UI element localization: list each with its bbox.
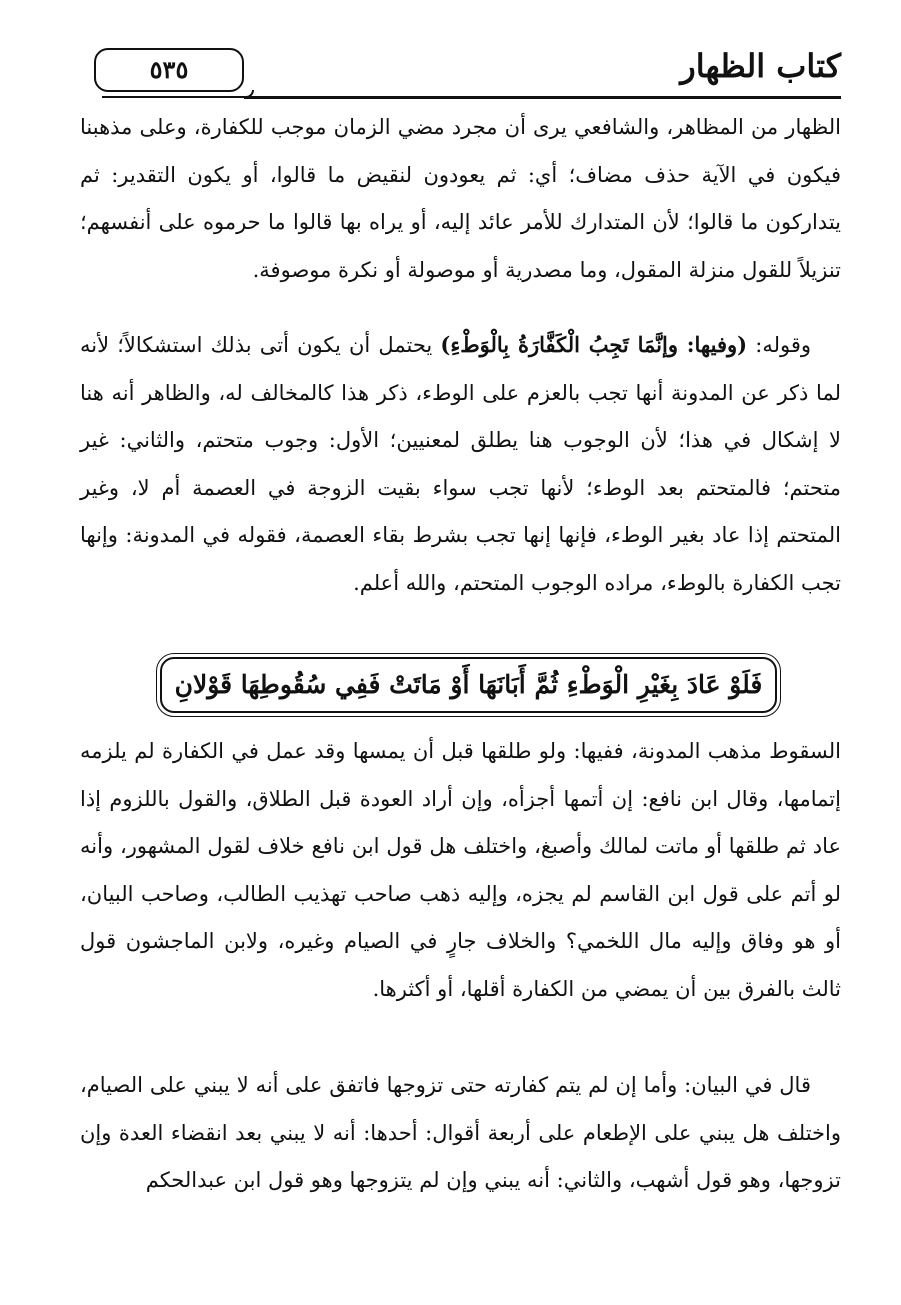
paragraph-2 [80, 321, 841, 607]
paragraph-3: السقوط مذهب المدونة، ففيها: ولو طلقها قبل أن يمسها وقد عمل في الكفارة لم يلزمه إتمامها، وقال ابن نافع: إن أتمها أجزأه، وإن أراد العودة قبل الطلاق، والقول باللزوم إذا عاد ثم طلقها أو ماتت لمالك وأصبغ، واختلف هل قول ابن نافع خلاف لقول المشهور، وأنه لو أتم على قول ابن القاسم لم يجزه، وإليه ذهب صاحب تهذيب الطالب، وصاحب البيان، أو هو وفاق وإليه مال اللخمي؟ والخلاف جارٍ في الصيام وغيره، ولابن الماجشون قول ثالث بالفرق بين أن يمضي من الكفارة أقلها، أو أكثرها. [80, 739, 841, 1001]
page-number-frame [94, 48, 244, 92]
paragraph-1: الظهار من المظاهر، والشافعي يرى أن مجرد مضي الزمان موجب للكفارة، وعلى مذهبنا فيكون في الآية حذف مضاف؛ أي: ثم يعودون لنقيض ما قالوا، أو يكون التقدير: ثم يتداركون ما قالوا؛ لأن المتدارك للأمر عائد إليه، أو يراه بها قالوا ما حرموه على أنفسهم؛ تنزيلاً للقول منزلة المقول، وما مصدرية أو موصولة أو نكرة موصوفة. [80, 115, 841, 282]
text-block-2 [80, 321, 841, 607]
quoted-matn: (وفيها: وإنَّمَا تَجِبُ الْكَفَّارَةُ بِالْوَطْءِ) [440, 332, 748, 357]
header-rule [244, 96, 841, 99]
paragraph-2-lead: وقوله: [747, 333, 812, 357]
section-heading-frame [160, 657, 777, 713]
book-title: كتاب الظهار [680, 47, 841, 85]
section-heading: فَلَوْ عَادَ بِغَيْرِ الْوَطْءِ ثُمَّ أَبَانَهَا أَوْ مَاتَتْ فَفِي سُقُوطِهَا قَوْلانِ [174, 670, 763, 699]
text-block-1 [80, 104, 841, 294]
paragraph-2-body: يحتمل أن يكون أتى بذلك استشكالاً؛ لأنه لما ذكر عن المدونة أنها تجب بالعزم على الوطء، ذكر هذا كالمخالف له، والظاهر أنه هنا لا إشكال في هذا؛ لأن الوجوب هنا يطلق لمعنيين؛ الأول: وجوب متحتم، والثاني: غير متحتم؛ فالمتحتم بعد الوطء؛ لأنها تجب سواء بقيت الزوجة في العصمة أم لا، وغير المتحتم إذا عاد بغير الوطء، فإنها إنها تجب بشرط بقاء العصمة، فقوله في المدونة: وإنها تجب الكفارة بالوطء، مراده الوجوب المتحتم، والله أعلم. [80, 333, 841, 595]
text-block-4 [80, 1062, 841, 1205]
page-header [80, 40, 841, 100]
paragraph-4: قال في البيان: وأما إن لم يتم كفارته حتى تزوجها فاتفق على أنه لا يبني على الصيام، واختلف هل يبني على الإطعام على أربعة أقوال: أحدها: أنه لا يبني بعد انقضاء العدة وإن تزوجها، وهو قول أشهب، والثاني: أنه يبني وإن لم يتزوجها وهو قول ابن عبدالحكم [80, 1073, 841, 1192]
text-block-3 [80, 728, 841, 1013]
page-number: ٥٣٥ [149, 55, 189, 84]
